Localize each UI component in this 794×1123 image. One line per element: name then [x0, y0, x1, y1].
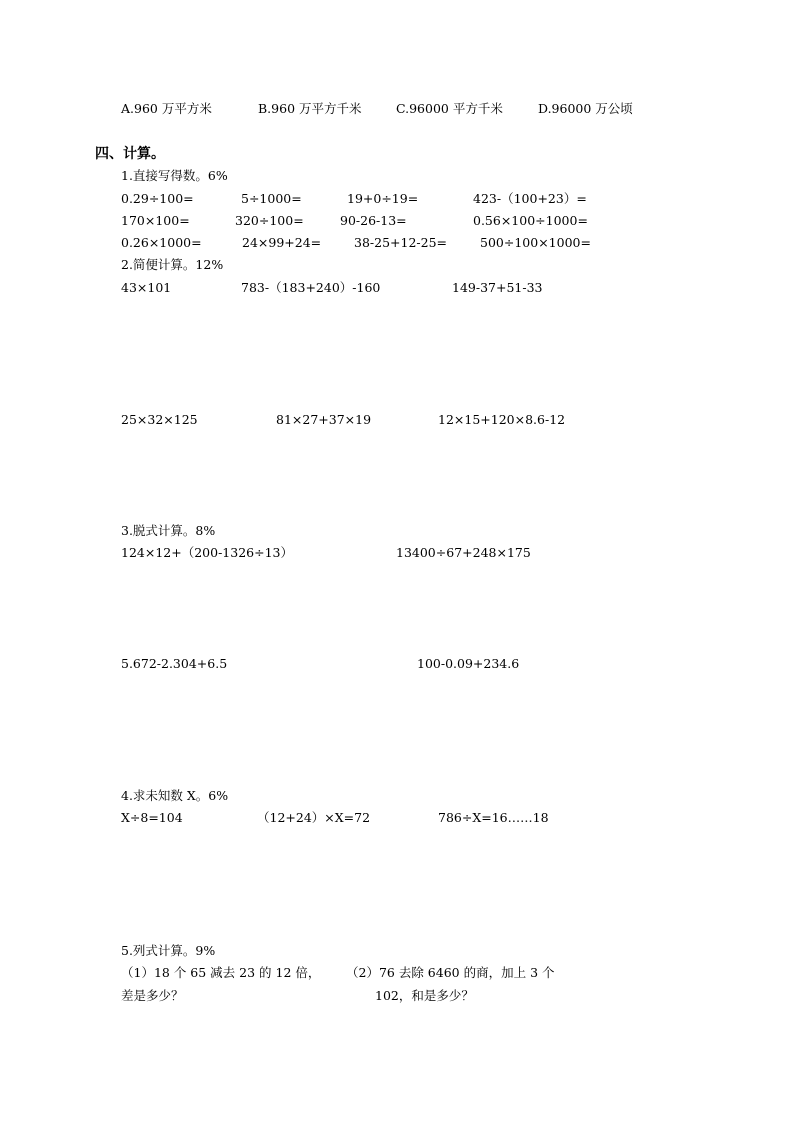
q1-item: 320÷100= — [235, 213, 304, 228]
q1-item: 170×100= — [121, 213, 190, 228]
q1-title: 1.直接写得数。6% — [121, 168, 228, 183]
q1-item: 423-（100+23）= — [473, 191, 587, 206]
q1-item: 0.26×1000= — [121, 235, 202, 250]
section-heading: 四、计算。 — [95, 146, 165, 162]
q1-item: 500÷100×1000= — [480, 235, 591, 250]
q4-item: X÷8=104 — [121, 810, 183, 825]
q2-item: 43×101 — [121, 280, 172, 295]
q4-title: 4.求未知数 X。6% — [121, 788, 229, 803]
q1-item: 90-26-13= — [340, 213, 407, 228]
q2-title: 2.简便计算。12% — [121, 257, 224, 272]
q1-item: 38-25+12-25= — [354, 235, 448, 250]
q1-item: 0.56×100÷1000= — [473, 213, 588, 228]
option-b: B.960 万平方千米 — [258, 101, 362, 116]
q5-part2-line2: 102，和是多少？ — [375, 988, 474, 1003]
q2-item: 12×15+120×8.6-12 — [438, 412, 566, 427]
q5-part2-line1: （2）76 去除 6460 的商，加上 3 个 — [346, 965, 555, 980]
q5-title: 5.列式计算。9% — [121, 943, 216, 958]
q5-part1-line2: 差是多少？ — [121, 988, 184, 1003]
q1-item: 5÷1000= — [241, 191, 302, 206]
q1-item: 24×99+24= — [242, 235, 322, 250]
q3-item: 124×12+（200-1326÷13） — [121, 545, 293, 560]
q1-item: 19+0÷19= — [347, 191, 419, 206]
option-d: D.96000 万公顷 — [538, 101, 633, 116]
q2-item: 81×27+37×19 — [276, 412, 372, 427]
q3-item: 100-0.09+234.6 — [417, 656, 520, 671]
q4-item: 786÷X=16……18 — [438, 810, 549, 825]
option-c: C.96000 平方千米 — [396, 101, 503, 116]
q4-item: （12+24）×X=72 — [257, 810, 371, 825]
q2-item: 25×32×125 — [121, 412, 198, 427]
option-a: A.960 万平方米 — [121, 101, 212, 116]
q1-item: 0.29÷100= — [121, 191, 194, 206]
q3-item: 13400÷67+248×175 — [396, 545, 531, 560]
q2-item: 783-（183+240）-160 — [241, 280, 381, 295]
q3-item: 5.672-2.304+6.5 — [121, 656, 228, 671]
q5-part1-line1: （1）18 个 65 减去 23 的 12 倍， — [121, 965, 321, 980]
q3-title: 3.脱式计算。8% — [121, 523, 216, 538]
q2-item: 149-37+51-33 — [452, 280, 543, 295]
